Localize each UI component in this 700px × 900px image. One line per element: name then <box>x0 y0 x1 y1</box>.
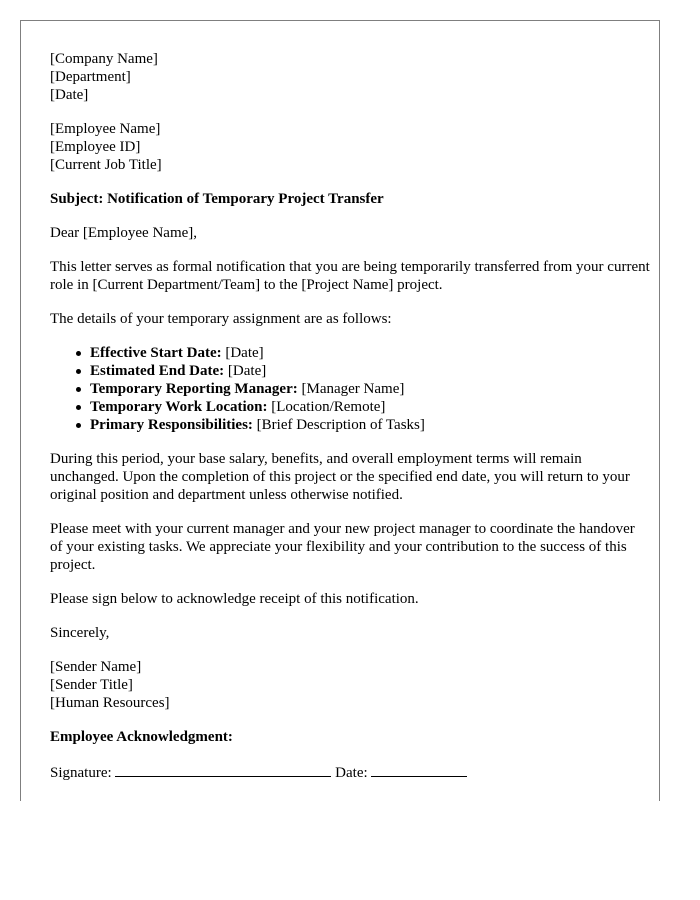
detail-label: Primary Responsibilities: <box>90 417 253 433</box>
acknowledgment-heading: Employee Acknowledgment: <box>50 729 233 745</box>
detail-label: Effective Start Date: <box>90 345 222 361</box>
bullet-icon <box>76 351 81 356</box>
detail-label: Temporary Reporting Manager: <box>90 381 298 397</box>
handover-paragraph: Please meet with your current manager and your new project manager to coordinate the handover of your existing tasks. We appreciate your flexibility and your contribution to the success of this project. <box>50 521 635 573</box>
list-item-end-date <box>90 362 650 380</box>
bullet-icon <box>76 405 81 410</box>
list-item-work-location <box>90 398 650 416</box>
signature-field[interactable] <box>115 762 331 777</box>
detail-value: [Brief Description of Tasks] <box>252 417 425 433</box>
detail-value: [Date] <box>221 345 264 361</box>
signature-row <box>50 762 650 782</box>
sender-department: [Human Resources] <box>50 695 170 711</box>
letter-subject: Subject: Notification of Temporary Project Transfer <box>50 191 384 207</box>
terms-paragraph: During this period, your base salary, benefits, and overall employment terms will remain unchanged. Upon the completion of this project or the specified end date, you will return to your original position and department unless otherwise notified. <box>50 451 630 503</box>
signature-label: Signature: <box>50 765 112 781</box>
sender-name: [Sender Name] <box>50 659 142 675</box>
employee-job-title: [Current Job Title] <box>50 157 162 173</box>
date-field[interactable] <box>371 762 467 777</box>
list-item-start-date <box>90 344 650 362</box>
bullet-icon <box>76 423 81 428</box>
sign-request: Please sign below to acknowledge receipt of this notification. <box>50 591 419 607</box>
details-list <box>50 344 650 434</box>
details-intro: The details of your temporary assignment are as follows: <box>50 311 392 327</box>
detail-value: [Manager Name] <box>297 381 405 397</box>
list-item-reporting-manager <box>90 380 650 398</box>
closing: Sincerely, <box>50 625 110 641</box>
letter-page <box>20 20 660 801</box>
salutation: Dear [Employee Name], <box>50 225 198 241</box>
letter-content <box>50 50 650 782</box>
sender-block <box>50 658 650 712</box>
employee-id: [Employee ID] <box>50 139 141 155</box>
letter-date: [Date] <box>50 87 89 103</box>
date-label: Date: <box>335 765 368 781</box>
detail-label: Temporary Work Location: <box>90 399 268 415</box>
company-header <box>50 50 650 104</box>
recipient-block <box>50 120 650 174</box>
detail-value: [Location/Remote] <box>267 399 386 415</box>
company-department: [Department] <box>50 69 131 85</box>
detail-label: Estimated End Date: <box>90 363 225 379</box>
employee-name: [Employee Name] <box>50 121 161 137</box>
list-item-responsibilities <box>90 416 650 434</box>
bullet-icon <box>76 387 81 392</box>
detail-value: [Date] <box>224 363 267 379</box>
bullet-icon <box>76 369 81 374</box>
sender-title: [Sender Title] <box>50 677 133 693</box>
company-name: [Company Name] <box>50 51 158 67</box>
intro-paragraph: This letter serves as formal notification that you are being temporarily transferred from your current role in [Current Department/Team] to the [Project Name] project. <box>50 259 650 293</box>
